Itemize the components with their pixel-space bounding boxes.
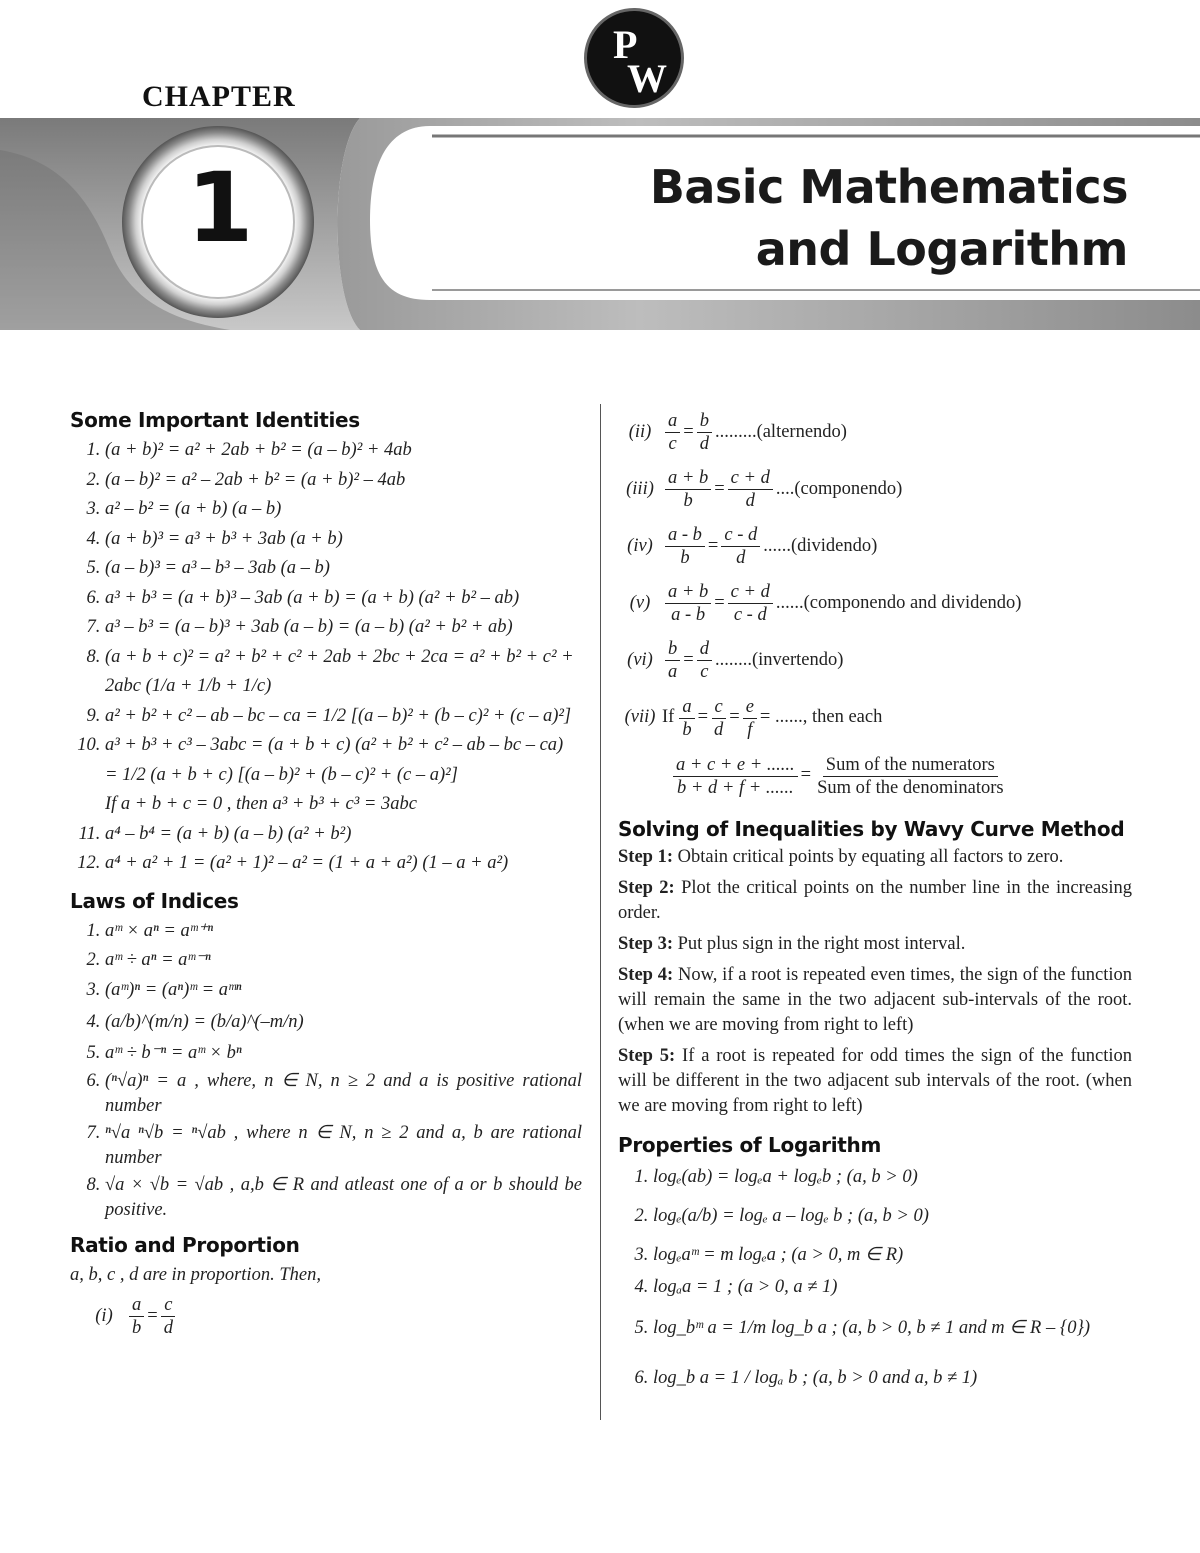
fraction: [679, 696, 694, 741]
denominator: d: [736, 548, 746, 568]
proportion-rule-vii: (vii) If $\frac{a}{b}$ = $\frac{c}{d}$ = $\frac{e}{f}$ = ......, then each: [618, 689, 1132, 747]
numerator: d: [697, 638, 712, 661]
rule-label: (vi): [627, 649, 653, 670]
index-law-item: 5. aᵐ ÷ b⁻ⁿ = aᵐ × bⁿ: [105, 1039, 582, 1069]
identity-item: 8. (a + b + c)² = a² + b² + c² + 2ab + 2bc + 2ca = a² + b² + c² + 2abc (1/a + 1/b + 1/c): [105, 643, 582, 702]
rule-name: .........(alternendo): [714, 421, 847, 442]
chapter-title-line2: and Logarithm: [755, 222, 1128, 276]
rule-if: If: [662, 707, 675, 728]
index-law-item: 8. √a × √b = √ab , a,b ∈ R and atleast one of a or b should be positive.: [105, 1173, 582, 1223]
proportion-rule: [618, 632, 1132, 689]
chapter-title-line1: Basic Mathematics: [649, 160, 1128, 214]
rule-label: (vii): [624, 707, 656, 728]
chapter-number: 1: [186, 152, 254, 264]
identity-item: 6. a³ + b³ = (a + b)³ – 3ab (a + b) = (a + b) (a² + b² – ab): [105, 584, 582, 614]
identity-item: 4. (a + b)³ = a³ + b³ + 3ab (a + b): [105, 525, 582, 555]
identity-item: 1. (a + b)² = a² + 2ab + b² = (a – b)² + 4ab: [105, 436, 582, 466]
fraction: [129, 1294, 144, 1339]
identity-item: 3. a² – b² = (a + b) (a – b): [105, 495, 582, 525]
step-text: Plot the critical points on the number line in the increasing order.: [618, 878, 1132, 923]
fraction: [665, 581, 711, 626]
sum-ratio-formula: [618, 747, 1132, 805]
index-law-item: 7. ⁿ√a ⁿ√b = ⁿ√ab , where n ∈ N, n ≥ 2 and a, b are rational number: [105, 1121, 582, 1171]
numerator: a + b: [665, 467, 711, 490]
fraction: [161, 1294, 176, 1339]
step-text: If a root is repeated for odd times the sign of the function will be different in the two adjacent sub intervals of the root. (when we are moving from right to left): [618, 1046, 1132, 1116]
identities-heading: Some Important Identities: [70, 408, 360, 432]
indices-heading: Laws of Indices: [70, 888, 239, 913]
proportion-rules: [618, 404, 1132, 689]
denominator: a - b: [671, 605, 706, 625]
proportion-rule: [618, 404, 1132, 461]
pw-logo: [584, 8, 684, 108]
rule-label: (ii): [628, 421, 652, 442]
chapter-title: [650, 156, 1128, 280]
step-text: Now, if a root is repeated even times, the sign of the function will remain the same in the two adjacent sub-intervals of the root. (when we are moving from right to left): [618, 965, 1132, 1035]
identity-10-note: If a + b + c = 0 , then a³ + b³ + c³ = 3abc: [105, 794, 417, 814]
numerator: a - b: [665, 524, 705, 547]
equals-sign: =: [683, 421, 694, 442]
denominator: b: [683, 491, 693, 511]
denominator: b: [682, 719, 692, 740]
denominator: d: [745, 491, 755, 511]
wavy-step: [618, 963, 1132, 1038]
equals-sign: =: [707, 535, 719, 556]
log-property-item: 5. log_bᵐ a = 1/m log_b a ; (a, b > 0, b ≠ 1 and m ∈ R – {0}): [653, 1303, 1132, 1353]
wavy-step: [618, 932, 1132, 957]
denominator: c - d: [733, 605, 767, 625]
equals-sign: =: [800, 765, 812, 786]
index-law-item: 6. (ⁿ√a)ⁿ = a , where, n ∈ N, n ≥ 2 and a is positive rational number: [105, 1069, 582, 1119]
index-law-item: 3. (aᵐ)ⁿ = (aⁿ)ᵐ = aᵐⁿ: [105, 976, 582, 1006]
fraction: [814, 754, 1007, 799]
logo-letter-w: W: [627, 56, 667, 101]
fraction: [665, 410, 680, 455]
equals-sign: =: [147, 1305, 158, 1326]
numerator: a: [679, 696, 694, 719]
proportion-rule: [618, 518, 1132, 575]
step-text: Obtain critical points by equating all factors to zero.: [677, 847, 1064, 867]
logarithm-list: [618, 1161, 1132, 1403]
numerator: c + d: [728, 581, 773, 604]
rule-label: (iii): [626, 478, 654, 499]
denominator: c: [668, 434, 677, 454]
equals-sign: =: [714, 592, 725, 613]
step-label: Step 2:: [618, 878, 675, 898]
fraction: [743, 696, 757, 741]
numerator: c - d: [721, 524, 760, 547]
step-label: Step 3:: [618, 934, 673, 954]
identity-item: 2. (a – b)² = a² – 2ab + b² = (a + b)² – 4ab: [105, 466, 582, 496]
log-property-item: 2. logₑ(a/b) = logₑ a – logₑ b ; (a, b > 0): [653, 1193, 1132, 1239]
fraction: [697, 638, 712, 683]
step-text: Put plus sign in the right most interval.: [677, 934, 966, 954]
indices-list: [70, 917, 582, 1223]
numerator: e: [743, 696, 757, 719]
wavy-step: [618, 1044, 1132, 1119]
step-label: Step 5:: [618, 1046, 676, 1066]
identity-item: 9. a² + b² + c² – ab – bc – ca = 1/2 [(a – b)² + (b – c)² + (c – a)²]: [105, 702, 582, 732]
numerator: Sum of the numerators: [823, 754, 998, 777]
denominator: f: [747, 719, 753, 740]
numerator: c: [161, 1294, 175, 1317]
denominator: d: [714, 719, 724, 740]
denominator: d: [699, 434, 709, 454]
fraction: [721, 524, 760, 569]
numerator: c + d: [728, 467, 773, 490]
identity-10-line1: 10. a³ + b³ + c³ – 3abc = (a + b + c) (a² + b² + c² – ab – bc – ca): [105, 735, 564, 755]
ratio-intro: a, b, c , d are in proportion. Then,: [70, 1264, 321, 1285]
numerator: a: [129, 1294, 144, 1317]
proportion-rule: [618, 461, 1132, 518]
column-divider: [600, 404, 601, 1420]
rule-label: (i): [95, 1305, 113, 1326]
rule-name: ......(componendo and dividendo): [775, 592, 1022, 613]
denominator: b: [680, 548, 690, 568]
denominator: d: [163, 1318, 173, 1338]
fraction: [728, 581, 773, 626]
step-label: Step 4:: [618, 965, 674, 985]
chapter-label: CHAPTER: [142, 80, 296, 113]
proportion-rule-i: [70, 1294, 582, 1339]
rule-label: (v): [629, 592, 651, 613]
rule-name: ....(componendo): [775, 478, 903, 499]
fraction: [673, 754, 798, 799]
identity-item: 7. a³ – b³ = (a – b)³ + 3ab (a – b) = (a – b) (a² + b² + ab): [105, 613, 582, 643]
rule-then-each: = ......, then each: [759, 707, 883, 728]
identity-item: 11. a⁴ – b⁴ = (a + b) (a – b) (a² + b²): [105, 820, 582, 850]
identity-item: 12. a⁴ + a² + 1 = (a² + 1)² – a² = (1 + a + a²) (1 – a + a²): [105, 849, 582, 879]
index-law-item: 2. aᵐ ÷ aⁿ = aᵐ⁻ⁿ: [105, 946, 582, 976]
logo-letter-p: P: [613, 22, 638, 67]
rule-name: ........(invertendo): [714, 649, 844, 670]
proportion-rule: [618, 575, 1132, 632]
fraction: [665, 467, 711, 512]
log-property-item: 3. logₑaᵐ = m logₑa ; (a > 0, m ∈ R): [653, 1239, 1132, 1271]
fraction: [711, 696, 726, 741]
index-law-item: 4. (a/b)^(m/n) = (b/a)^(–m/n): [105, 1005, 582, 1039]
wavy-steps: [618, 845, 1132, 1119]
numerator: b: [665, 638, 680, 661]
index-law-item: 1. aᵐ × aⁿ = aᵐ⁺ⁿ: [105, 917, 582, 947]
wavy-step: [618, 845, 1132, 870]
identities-list: [70, 436, 582, 879]
numerator: a + c + e + ......: [673, 754, 798, 777]
equals-sign: =: [683, 649, 694, 670]
denominator: b: [132, 1318, 142, 1338]
rule-label: (iv): [627, 535, 653, 556]
fraction: [665, 638, 680, 683]
equals-sign: =: [714, 478, 725, 499]
log-property-item: 4. logₐa = 1 ; (a > 0, a ≠ 1): [653, 1271, 1132, 1303]
step-label: Step 1:: [618, 847, 673, 867]
denominator: b + d + f + ......: [677, 777, 794, 798]
numerator: c: [712, 696, 726, 719]
wavy-curve-heading: Solving of Inequalities by Wavy Curve Method: [618, 817, 1125, 841]
numerator: a: [665, 410, 680, 433]
denominator: c: [700, 662, 709, 682]
identity-item: [105, 731, 582, 820]
identity-item: 5. (a – b)³ = a³ – b³ – 3ab (a – b): [105, 554, 582, 584]
ratio-heading: Ratio and Proportion: [70, 1232, 300, 1257]
right-column: [618, 404, 1132, 1403]
fraction: [665, 524, 705, 569]
wavy-step: [618, 876, 1132, 926]
log-property-item: 6. log_b a = 1 / logₐ b ; (a, b > 0 and a, b ≠ 1): [653, 1353, 1132, 1403]
left-column: [70, 400, 582, 1339]
numerator: b: [697, 410, 712, 433]
denominator: a: [668, 662, 678, 682]
numerator: a + b: [665, 581, 711, 604]
log-property-item: 1. logₑ(ab) = logₑa + logₑb ; (a, b > 0): [653, 1161, 1132, 1193]
fraction: [728, 467, 773, 512]
denominator: Sum of the denominators: [817, 777, 1004, 798]
fraction: [697, 410, 712, 455]
rule-name: ......(dividendo): [763, 535, 878, 556]
chapter-header: [0, 0, 1200, 340]
logarithm-heading: Properties of Logarithm: [618, 1133, 882, 1157]
identity-10-line2: = 1/2 (a + b + c) [(a – b)² + (b – c)² + (c – a)²]: [105, 764, 458, 785]
